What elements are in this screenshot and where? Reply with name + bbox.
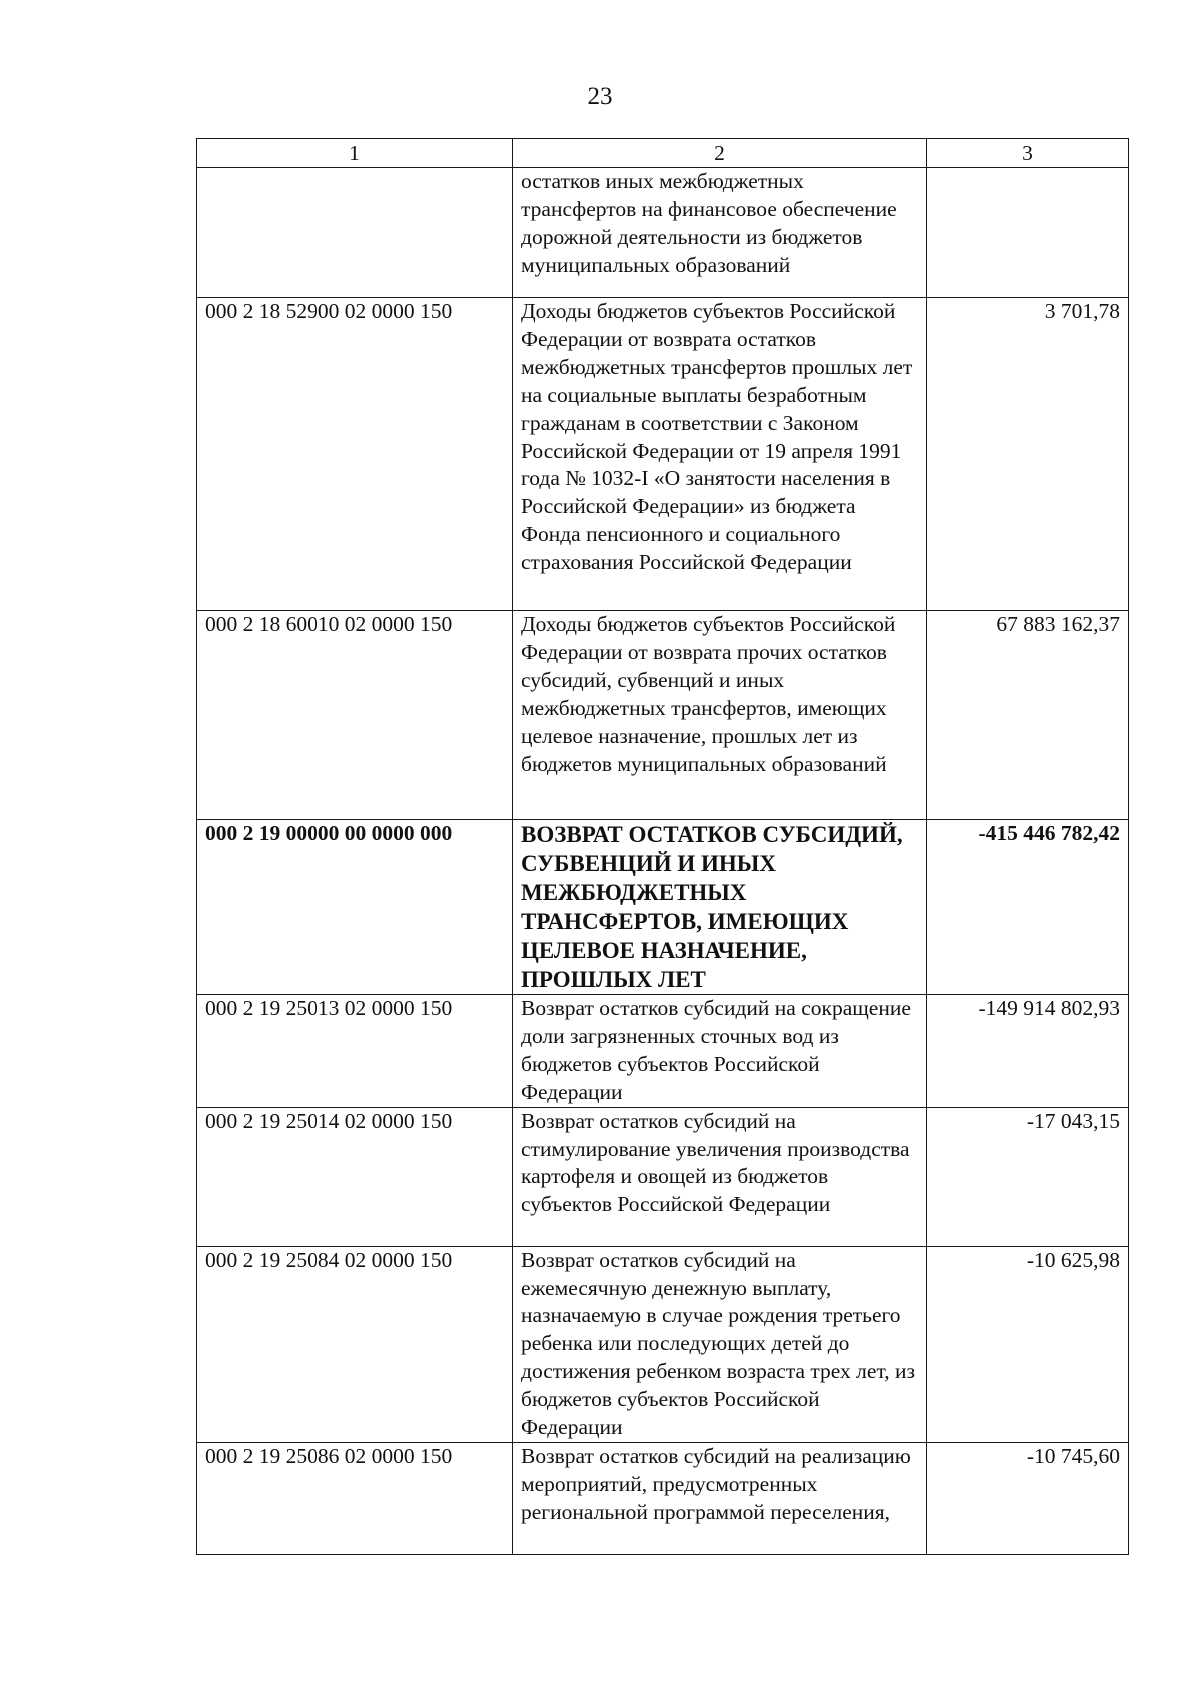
table-header <box>197 139 1129 168</box>
table-row <box>197 298 1129 611</box>
code-cell: 000 2 18 60010 02 0000 150 <box>197 611 513 820</box>
page-number: 23 <box>587 83 613 110</box>
amount-cell: -10 625,98 <box>927 1246 1129 1442</box>
code-cell: 000 2 19 25014 02 0000 150 <box>197 1107 513 1246</box>
table-header-row <box>197 139 1129 168</box>
table-body <box>197 168 1129 1555</box>
amount-cell: 3 701,78 <box>927 298 1129 611</box>
table-row-section-total <box>197 820 1129 995</box>
table-row <box>197 611 1129 820</box>
column-header-2: 2 <box>513 139 927 168</box>
code-cell <box>197 168 513 298</box>
amount-cell: -149 914 802,93 <box>927 995 1129 1108</box>
table-row <box>197 1107 1129 1246</box>
code-cell: 000 2 19 25084 02 0000 150 <box>197 1246 513 1442</box>
code-cell: 000 2 19 25013 02 0000 150 <box>197 995 513 1108</box>
description-cell: Возврат остатков субсидий на реализацию мероприятий, предусмотренных региональной программой переселения, <box>513 1442 927 1554</box>
description-cell: Возврат остатков субсидий на стимулирование увеличения производства картофеля и овощей из бюджетов субъектов Российской Федерации <box>513 1107 927 1246</box>
description-cell: Доходы бюджетов субъектов Российской Федерации от возврата остатков межбюджетных трансфертов прошлых лет на социальные выплаты безработным гражданам в соответствии с Законом Российской Федерации от 19 апреля 1991 года № 1032-I «О занятости населения в Российской Федерации» из бюджета Фонда пенсионного и социального страхования Российской Федерации <box>513 298 927 611</box>
amount-cell <box>927 168 1129 298</box>
amount-cell: 67 883 162,37 <box>927 611 1129 820</box>
amount-cell: -17 043,15 <box>927 1107 1129 1246</box>
amount-cell: -415 446 782,42 <box>927 820 1129 995</box>
code-cell: 000 2 19 25086 02 0000 150 <box>197 1442 513 1554</box>
amount-cell: -10 745,60 <box>927 1442 1129 1554</box>
description-cell: Доходы бюджетов субъектов Российской Федерации от возврата прочих остатков субсидий, субвенций и иных межбюджетных трансфертов, имеющих целевое назначение, прошлых лет из бюджетов муниципальных образований <box>513 611 927 820</box>
table-row <box>197 168 1129 298</box>
table-row <box>197 1442 1129 1554</box>
column-header-1: 1 <box>197 139 513 168</box>
description-cell: ВОЗВРАТ ОСТАТКОВ СУБСИДИЙ, СУБВЕНЦИЙ И ИНЫХ МЕЖБЮДЖЕТНЫХ ТРАНСФЕРТОВ, ИМЕЮЩИХ ЦЕЛЕВОЕ НАЗНАЧЕНИЕ, ПРОШЛЫХ ЛЕТ <box>513 820 927 995</box>
description-cell: Возврат остатков субсидий на сокращение доли загрязненных сточных вод из бюджетов субъектов Российской Федерации <box>513 995 927 1108</box>
budget-table <box>196 138 1129 1555</box>
description-cell: Возврат остатков субсидий на ежемесячную денежную выплату, назначаемую в случае рождения третьего ребенка или последующих детей до достижения ребенком возраста трех лет, из бюджетов субъектов Российской Федерации <box>513 1246 927 1442</box>
code-cell: 000 2 18 52900 02 0000 150 <box>197 298 513 611</box>
description-cell: остатков иных межбюджетных трансфертов на финансовое обеспечение дорожной деятельности из бюджетов муниципальных образований <box>513 168 927 298</box>
column-header-3: 3 <box>927 139 1129 168</box>
table-row <box>197 995 1129 1108</box>
code-cell: 000 2 19 00000 00 0000 000 <box>197 820 513 995</box>
table-row <box>197 1246 1129 1442</box>
